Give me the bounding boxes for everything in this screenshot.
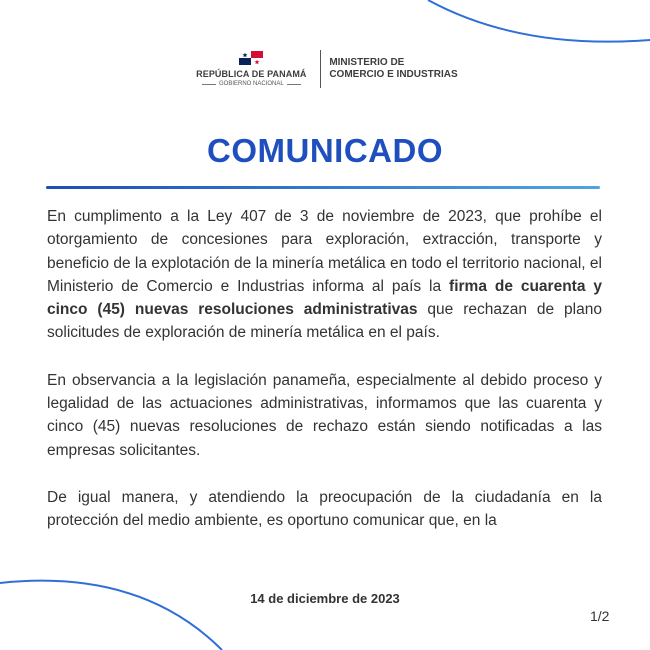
paragraph-3: De igual manera, y atendiendo la preocupación de la ciudadanía en la protección del medio ambiente, es oportuno comunicar que, en la [47, 488, 602, 530]
header-divider [320, 50, 321, 88]
government-logo [192, 51, 310, 87]
paragraph-1-part-a: En cumplimento a la Ley 407 de 3 de noviembre de 2023, que prohíbe el otorgamiento de concesiones para exploración, extracción, transporte y beneficio de la explotación de la minería metálica en todo el territorio nacional, el Ministerio de Comercio e Industrias informa al país la [47, 208, 602, 295]
publication-date: 14 de diciembre de 2023 [250, 591, 400, 606]
paragraph-1-bold: firma de cuarenta y cinco (45) nuevas resoluciones administrativas [47, 277, 602, 319]
panama-flag-icon [239, 51, 263, 65]
page-indicator: 1/2 [590, 608, 610, 624]
dash-left [202, 84, 216, 85]
paragraph-1 [47, 205, 602, 345]
paragraph-2: En observancia a la legislación panameña, especialmente al debido proceso y legalidad de las actuaciones administrativas, informamos que las cuarenta y cinco (45) nuevas resoluciones de rechazo están siendo notificadas a las empresas solicitantes. [47, 371, 602, 459]
header [0, 50, 650, 88]
government-subtitle-text: GOBIERNO NACIONAL [218, 81, 284, 87]
paragraph-1-part-b: que rechazan de plano solicitudes de exploración de minería metálica en el país. [47, 301, 602, 342]
ministry-line-2: COMERCIO E INDUSTRIAS [329, 69, 458, 80]
ministry-name [329, 57, 457, 81]
ministry-line-1: MINISTERIO DE [329, 57, 405, 68]
dash-right [287, 84, 301, 85]
government-subtitle [202, 81, 301, 87]
government-name: REPÚBLICA DE PANAMÁ [196, 69, 307, 79]
page-title: COMUNICADO [207, 132, 443, 169]
communique-body [47, 205, 602, 557]
title-underline [46, 186, 600, 189]
